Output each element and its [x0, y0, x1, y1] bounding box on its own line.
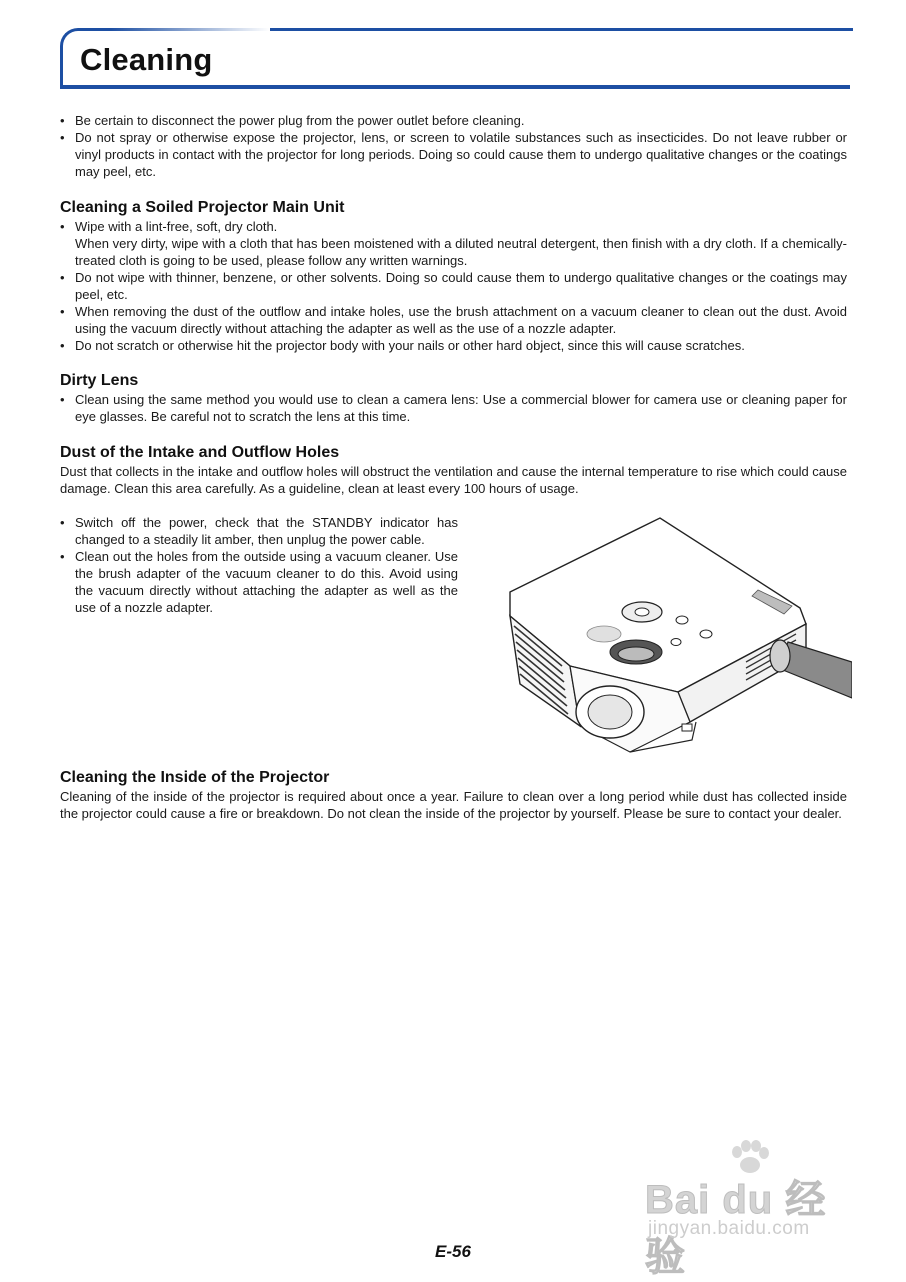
list-item: • Switch off the power, check that the STANDBY indicator has changed to a steadily lit amber, then unplug the power cable. — [60, 514, 458, 548]
title-frame-fade — [110, 26, 270, 32]
dust-steps — [60, 514, 458, 616]
title-underline — [60, 85, 850, 89]
list-item: • Clean out the holes from the outside using a vacuum cleaner. Use the brush adapter of the vacuum cleaner to do this. Avoid using the vacuum directly without attaching the adapter as well as the use of a nozzle adapter. — [60, 548, 458, 616]
list-item: • Be certain to disconnect the power plug from the power outlet before cleaning. — [60, 112, 847, 129]
inside-paragraph: Cleaning of the inside of the projector is required about once a year. Failure to clean over a long period while dust has collected inside the projector could cause a fire or breakdown. Do not clean the inside of the projector by yourself. Please be sure to contact your dealer. — [60, 789, 847, 821]
main-unit-bullet-list — [60, 218, 847, 354]
page-title: Cleaning — [80, 42, 213, 77]
section-heading-dirty-lens: Dirty Lens — [60, 372, 139, 389]
baidu-watermark — [640, 1140, 860, 1279]
section-heading-inside: Cleaning the Inside of the Projector — [60, 769, 330, 786]
list-item — [60, 218, 847, 269]
lens-bullet-list — [60, 391, 847, 425]
section-heading-main-unit: Cleaning a Soiled Projector Main Unit — [60, 199, 345, 216]
dust-paragraph: Dust that collects in the intake and outflow holes will obstruct the ventilation and cause the internal temperature to rise which could cause damage. Clean this area carefully. As a guideline, clean at least every 100 hours of usage. — [60, 464, 847, 496]
page-content — [60, 112, 847, 822]
list-item: • Do not scratch or otherwise hit the projector body with your nails or other hard object, since this will cause scratches. — [60, 337, 847, 354]
dust-bullet-list — [60, 514, 458, 616]
section-heading-dust: Dust of the Intake and Outflow Holes — [60, 444, 340, 461]
list-item: • Do not wipe with thinner, benzene, or other solvents. Doing so could cause them to undergo qualitative changes or the coatings may peel, etc. — [60, 269, 847, 303]
projector-vacuum-illustration — [500, 516, 852, 756]
watermark-logo-text: Bai du 经验 — [645, 1178, 827, 1279]
dust-steps-with-illustration — [60, 514, 847, 760]
list-item-line: • Wipe with a lint-free, soft, dry cloth. — [75, 219, 278, 234]
watermark-url: jingyan.baidu.com — [648, 1218, 810, 1239]
list-item: • Do not spray or otherwise expose the projector, lens, or screen to volatile substances such as insecticides. Do not leave rubber or vinyl products in contact with the projector for long periods. Doing so could cause them to undergo qualitative changes or the coatings may peel, etc. — [60, 129, 847, 180]
list-item: • When removing the dust of the outflow and intake holes, use the brush attachment on a vacuum cleaner to clean out the dust. Avoid using the vacuum directly without attaching the adapter as well as the use of a nozzle adapter. — [60, 303, 847, 337]
intro-bullet-list — [60, 112, 847, 180]
list-item-line: When very dirty, wipe with a cloth that has been moistened with a diluted neutral detergent, then finish with a dry cloth. If a chemically-treated cloth is going to be used, please follow any written warnings. — [75, 236, 847, 268]
list-item: • Clean using the same method you would use to clean a camera lens: Use a commercial blower for camera use or cleaning paper for eye glasses. Be careful not to scratch the lens at this time. — [60, 391, 847, 425]
page-number: E-56 — [435, 1242, 471, 1261]
